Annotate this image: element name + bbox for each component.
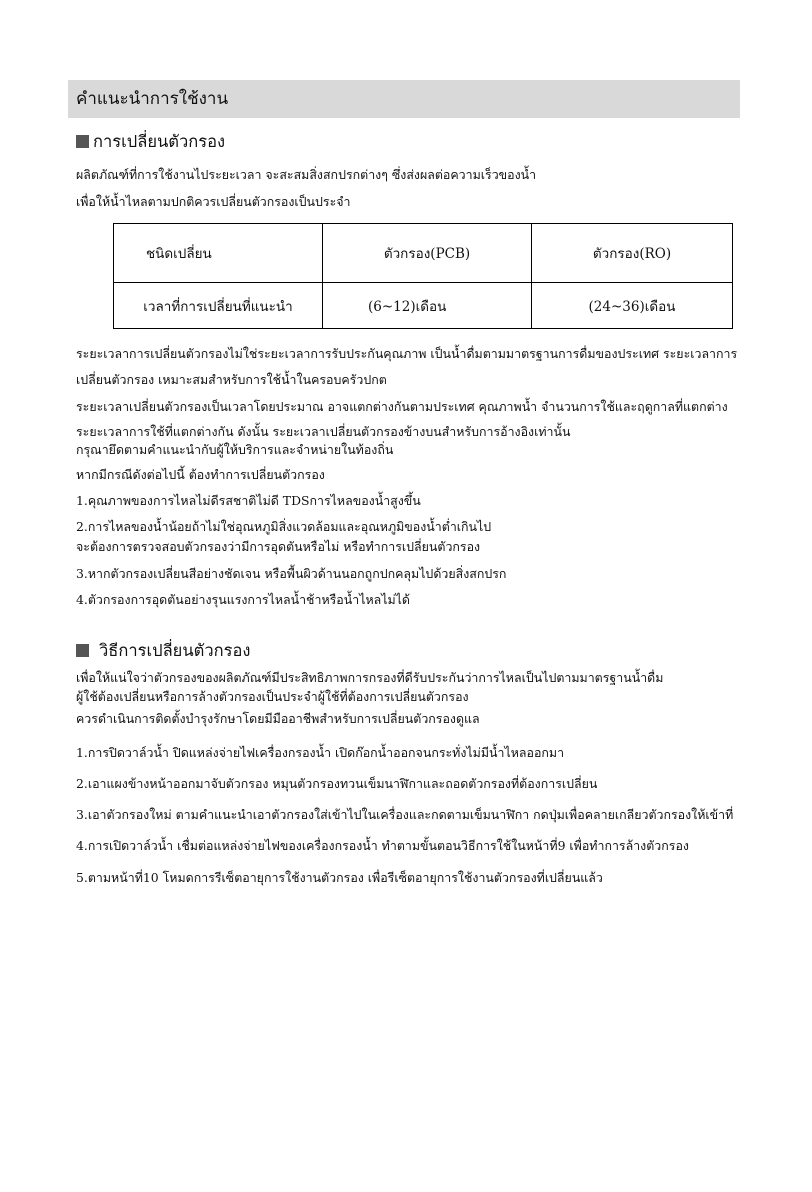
table-row bbox=[114, 283, 733, 329]
table-cell: เวลาที่การเปลี่ยนที่แนะนำ bbox=[114, 283, 323, 329]
intro-line: เพื่อให้น้ำไหลตามปกติควรเปลี่ยนตัวกรองเป็นประจำ bbox=[76, 194, 351, 209]
note-line: หากมีกรณีดังต่อไปนี้ ต้องทำการเปลี่ยนตัวกรอง bbox=[76, 467, 325, 482]
section2-intro bbox=[76, 670, 746, 727]
table-header-row bbox=[114, 224, 733, 283]
step-line: 5.ตามหน้าที่10 โหมดการรีเซ็ตอายุการใช้งานตัวกรอง เพื่อรีเซ็ตอายุการใช้งานตัวกรองที่เปลี่ยนแล้ว bbox=[76, 870, 603, 885]
table-cell: (6~12)เดือน bbox=[323, 283, 532, 329]
section-title-replacement-method bbox=[76, 640, 250, 662]
note-line: 4.ตัวกรองการอุดตันอย่างรุนแรงการไหลน้ำช้าหรือน้ำไหลไม่ได้ bbox=[76, 592, 410, 607]
page-header-bar bbox=[68, 80, 740, 118]
section-title-filter-replacement bbox=[76, 131, 225, 153]
table-header-cell: ตัวกรอง(RO) bbox=[532, 224, 733, 283]
note-line: จะต้องการตรวจสอบตัวกรองว่ามีการอุดตันหรือไม่ หรือทำการเปลี่ยนตัวกรอง bbox=[76, 539, 481, 554]
section1-intro bbox=[76, 167, 746, 210]
note-line: ระยะเวลาเปลี่ยนตัวกรองเป็นเวลาโดยประมาณ อาจแตกต่างกันตามประเทศ คุณภาพน้ำ จำนวนการใช้และฤดูกาลที่แตกต่าง bbox=[76, 399, 728, 414]
section2-steps bbox=[76, 745, 746, 886]
table-header-cell: ชนิดเปลี่ยน bbox=[114, 224, 323, 283]
note-line: ระยะเวลาการใช้ที่แตกต่างกัน ดังนั้น ระยะเวลาเปลี่ยนตัวกรองข้างบนสำหรับการอ้างอิงเท่านั้น bbox=[76, 424, 571, 439]
note-line: 3.หากตัวกรองเปลี่ยนสีอย่างชัดเจน หรือพื้นผิวด้านนอกถูกปกคลุมไปด้วยสิ่งสกปรก bbox=[76, 566, 507, 581]
section-title-text: การเปลี่ยนตัวกรอง bbox=[93, 132, 226, 151]
intro-line: ผู้ใช้ต้องเปลี่ยนหรือการล้างตัวกรองเป็นประจำผู้ใช้ที่ต้องการเปลี่ยนตัวกรอง bbox=[76, 689, 469, 704]
note-line: เปลี่ยนตัวกรอง เหมาะสมสำหรับการใช้น้ำในครอบครัวปกต bbox=[76, 372, 387, 387]
step-line: 1.การปิดวาล์วน้ำ ปิดแหล่งจ่ายไฟเครื่องกรองน้ำ เปิดก๊อกน้ำออกจนกระทั่งไม่มีน้ำไหลออกมา bbox=[76, 745, 565, 760]
intro-line: ควรดำเนินการติดตั้งบำรุงรักษาโดยมีมืออาชีพสำหรับการเปลี่ยนตัวกรองดูแล bbox=[76, 711, 480, 726]
section-title-text: วิธีการเปลี่ยนตัวกรอง bbox=[99, 641, 251, 660]
section1-notes bbox=[76, 346, 746, 608]
filter-replacement-table bbox=[113, 223, 733, 329]
intro-line: เพื่อให้แน่ใจว่าตัวกรองของผลิตภัณฑ์มีประสิทธิภาพการกรองที่ดีรับประกันว่าการไหลเป็นไปตามมาตรฐานน้ำดื่ม bbox=[76, 670, 664, 685]
intro-line: ผลิตภัณฑ์ที่การใช้งานไประยะเวลา จะสะสมสิ่งสกปรกต่างๆ ซึ่งส่งผลต่อความเร็วของน้ำ bbox=[76, 167, 537, 182]
step-line: 2.เอาแผงข้างหน้าออกมาจับตัวกรอง หมุนตัวกรองทวนเข็มนาฬิกาและถอดตัวกรองที่ต้องการเปลี่ยน bbox=[76, 776, 598, 791]
square-bullet-icon bbox=[76, 644, 89, 657]
square-bullet-icon bbox=[76, 135, 89, 148]
note-line: 1.คุณภาพของการไหลไม่ดีรสชาติไม่ดี TDSการไหลของน้ำสูงขึ้น bbox=[76, 493, 421, 508]
page-title: คำแนะนำการใช้งาน bbox=[76, 89, 229, 109]
note-line: ระยะเวลาการเปลี่ยนตัวกรองไม่ใช่ระยะเวลาการรับประกันคุณภาพ เป็นน้ำดื่มตามมาตรฐานการดื่มของประเทศ ระยะเวลาการ bbox=[76, 346, 738, 361]
note-line: 2.การไหลของน้ำน้อยถ้าไม่ใช่อุณหภูมิสิ่งแวดล้อมและอุณหภูมิของน้ำต่ำเกินไป bbox=[76, 519, 492, 534]
note-line: กรุณายึดตามคำแนะนำกับผู้ให้บริการและจำหน่ายในท้องถิ่น bbox=[76, 442, 394, 457]
step-line: 3.เอาตัวกรองใหม่ ตามคำแนะนำเอาตัวกรองใส่เข้าไปในเครื่องและกดตามเข็มนาฬิกา กดปุ่มเพื่อคลายเกลียวตัวกรองให้เข้าที่ bbox=[76, 807, 734, 822]
table-header-cell: ตัวกรอง(PCB) bbox=[323, 224, 532, 283]
table-cell: (24~36)เดือน bbox=[532, 283, 733, 329]
step-line: 4.การเปิดวาล์วน้ำ เชื่มต่อแหล่งจ่ายไฟของเครื่องกรองน้ำ ทำตามขั้นตอนวิธีการใช้ในหน้าที่9 เพื่อทำการล้างตัวกรอง bbox=[76, 838, 689, 853]
